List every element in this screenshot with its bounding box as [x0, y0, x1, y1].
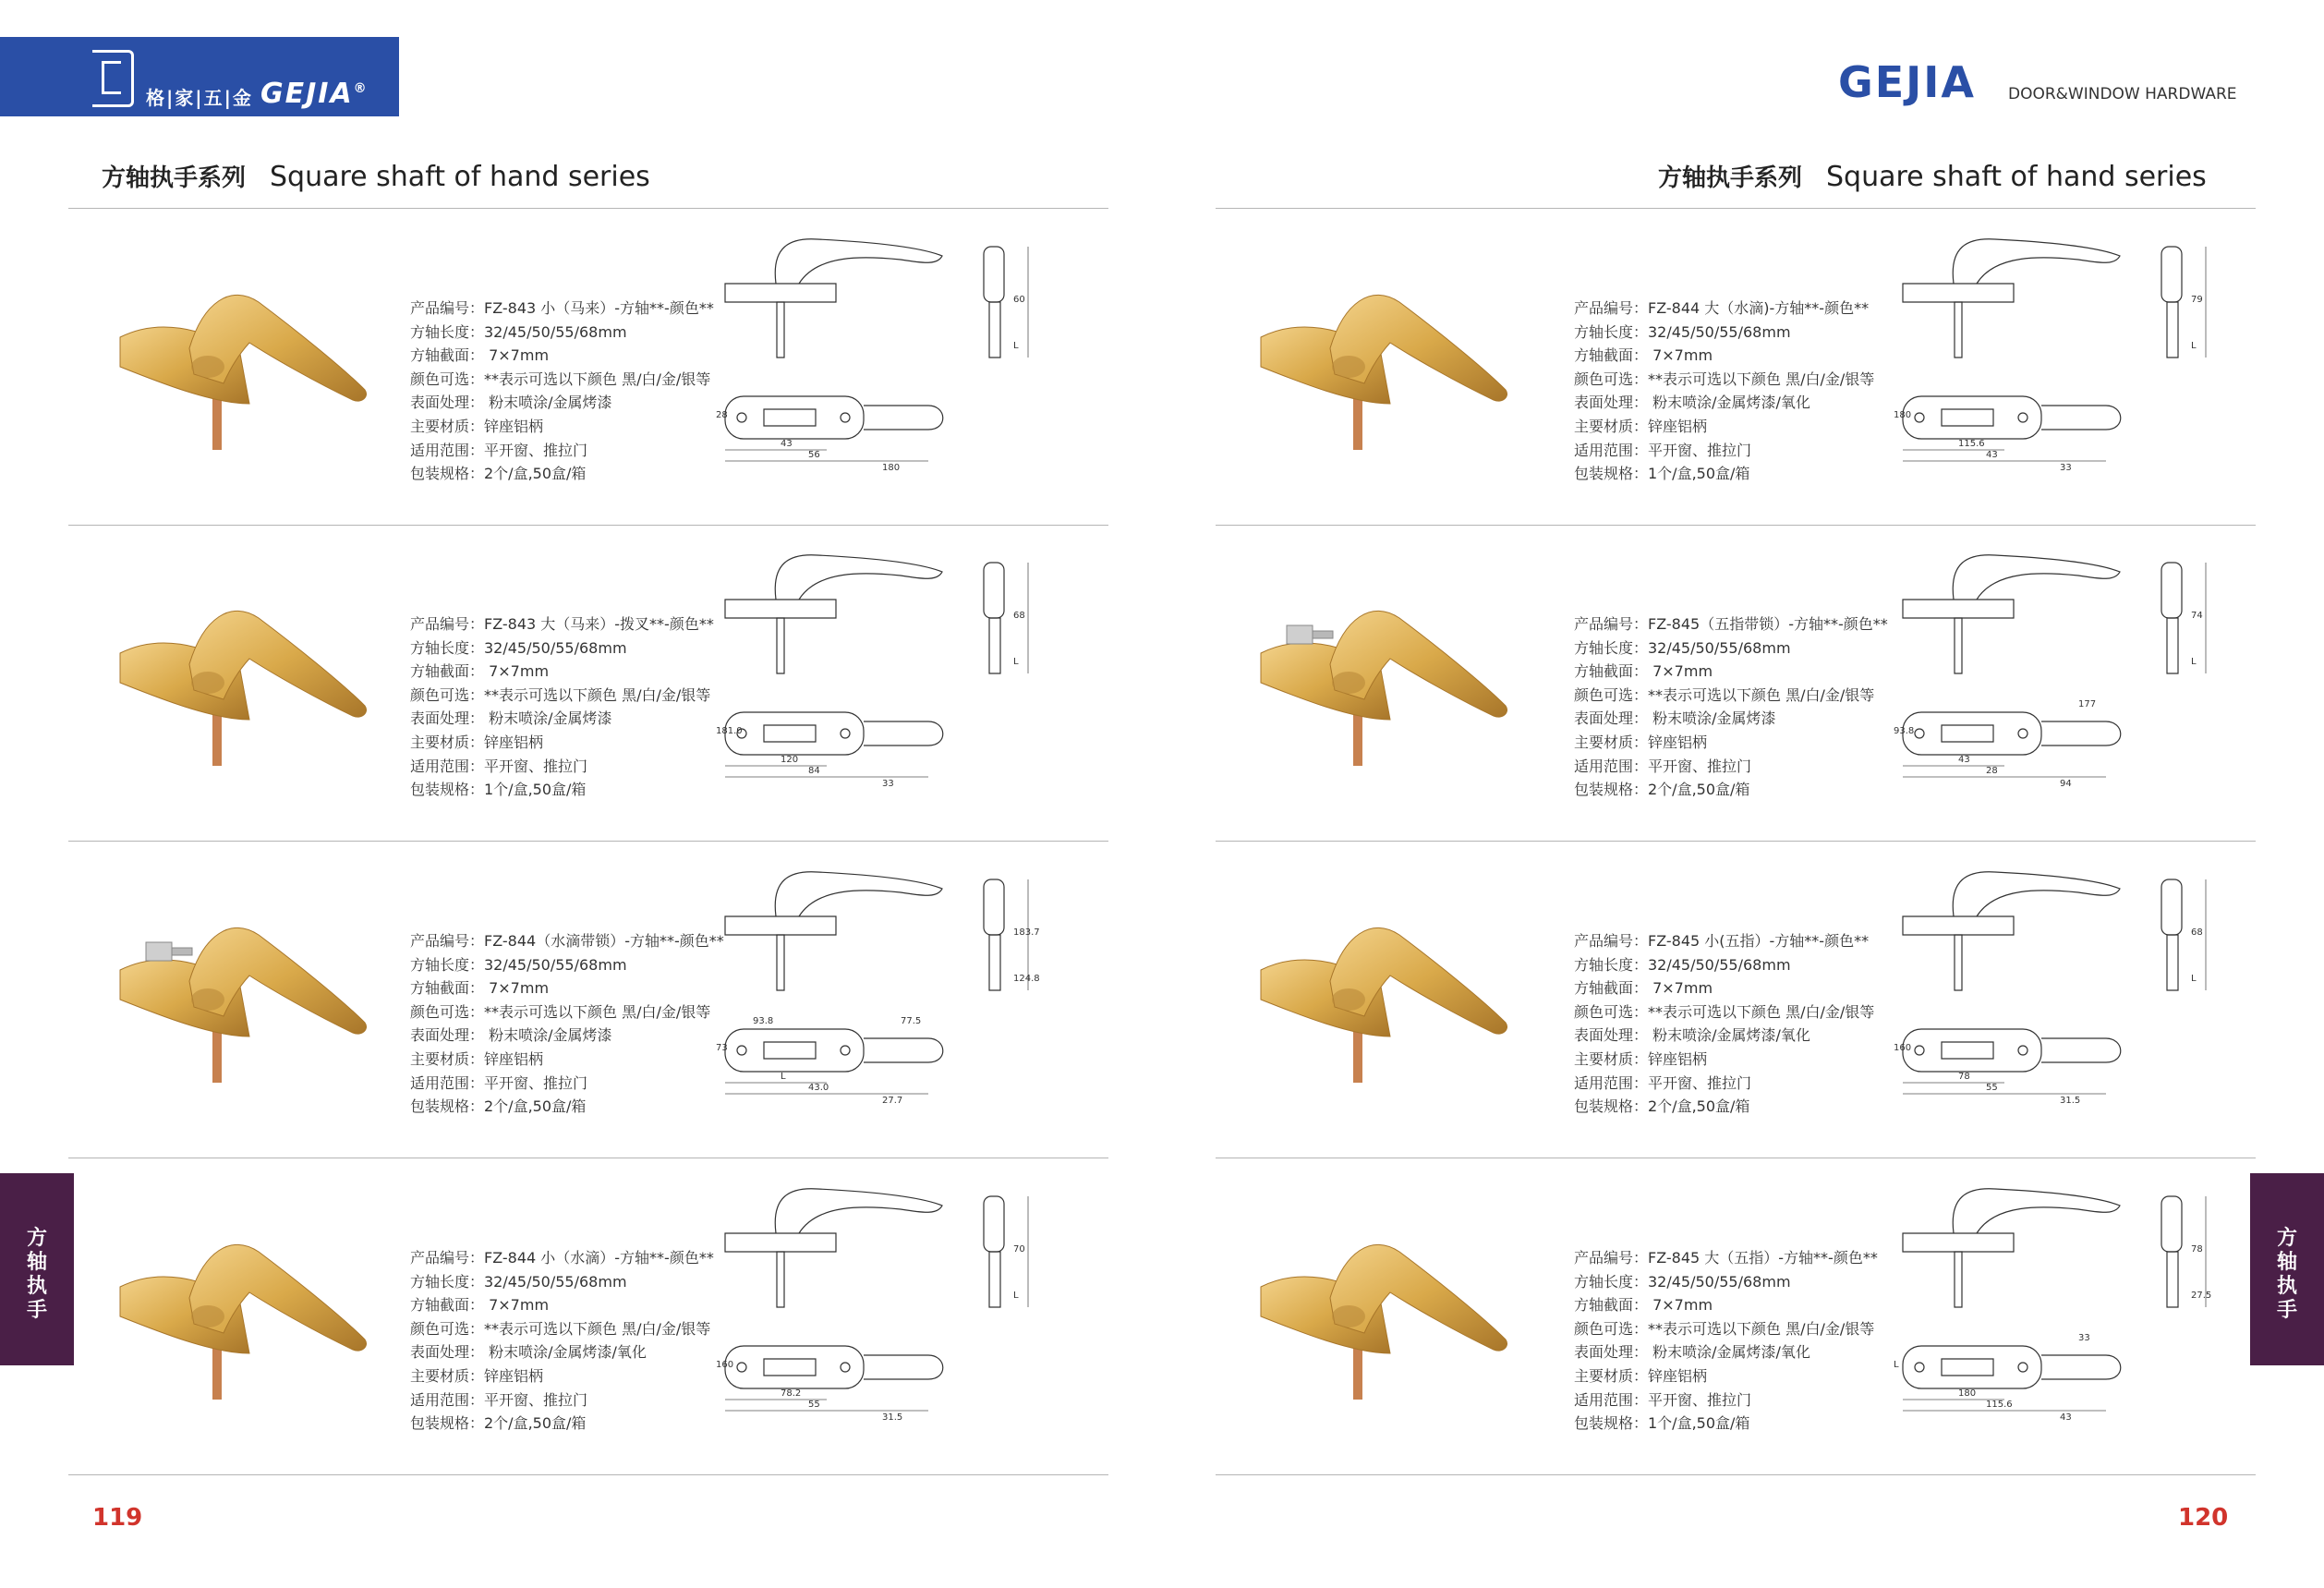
dimension-label: 124.8: [1013, 974, 1040, 984]
spec-line: 颜色可选：**表示可选以下颜色 黑/白/金/银等: [1574, 1319, 1875, 1338]
spec-line: 适用范围：平开窗、推拉门: [1574, 1073, 1752, 1092]
spec-line: 方轴截面： 7×7mm: [1574, 662, 1713, 681]
spec-line: 方轴长度：32/45/50/55/68mm: [410, 638, 627, 657]
dimension-label: L: [2191, 341, 2197, 351]
spec-line: 表面处理： 粉末喷涂/金属烤漆/氧化: [1574, 1343, 1810, 1362]
dimension-label: 73: [716, 1043, 728, 1053]
product-code: 产品编号：FZ-844 小（水滴）-方轴**-颜色**: [410, 1249, 714, 1267]
spec-line: 方轴截面： 7×7mm: [410, 979, 550, 998]
spec-line: 表面处理： 粉末喷涂/金属烤漆/氧化: [410, 1343, 647, 1362]
technical-drawing: [1894, 544, 2245, 821]
page-number-left: 119: [92, 1504, 143, 1532]
spec-line: 方轴长度：32/45/50/55/68mm: [410, 1272, 627, 1291]
product-spec: [410, 612, 714, 802]
product-code: 产品编号：FZ-845 大（五指）-方轴**-颜色**: [1574, 1249, 1878, 1267]
divider-rule: [1216, 841, 2256, 842]
dimension-label: 160: [1894, 1043, 1912, 1053]
technical-drawing: [1894, 228, 2245, 505]
dimension-label: 68: [2191, 927, 2203, 938]
technical-drawing: [716, 544, 1067, 821]
dimension-label: L: [1013, 657, 1019, 667]
spec-line: 主要材质：锌座铝柄: [410, 733, 544, 751]
spec-line: 适用范围：平开窗、推拉门: [410, 757, 588, 775]
product-code: 产品编号：FZ-844（水滴带锁）-方轴**-颜色**: [410, 932, 724, 950]
spec-line: 颜色可选：**表示可选以下颜色 黑/白/金/银等: [1574, 1002, 1875, 1021]
dimension-label: 180: [882, 463, 901, 473]
product-photo: [1242, 1215, 1519, 1418]
dimension-label: 115.6: [1958, 439, 1985, 449]
spec-line: 主要材质：锌座铝柄: [1574, 1366, 1708, 1385]
dimension-label: L: [781, 1072, 786, 1082]
dimension-label: 70: [1013, 1244, 1025, 1255]
dimension-label: L: [2191, 657, 2197, 667]
dimension-label: 93.8: [753, 1016, 774, 1026]
spec-line: 包装规格：2个/盒,50盒/箱: [410, 1414, 587, 1433]
technical-drawing: [716, 861, 1067, 1138]
dimension-label: 120: [781, 755, 799, 765]
spec-line: 主要材质：锌座铝柄: [1574, 733, 1708, 751]
product-code: 产品编号：FZ-845 小(五指）-方轴**-颜色**: [1574, 932, 1870, 950]
spec-line: 颜色可选：**表示可选以下颜色 黑/白/金/银等: [410, 1319, 711, 1338]
product-code: 产品编号：FZ-843 大（马来）-拨叉**-颜色**: [410, 615, 714, 633]
side-tab-label: 方轴执手: [26, 1227, 47, 1322]
series-title-right: 方轴执手系列 Square shaft of hand series: [1658, 161, 2207, 193]
spec-line: 适用范围：平开窗、推拉门: [410, 1390, 588, 1409]
divider-rule: [1216, 208, 2256, 209]
product-photo: [102, 1215, 379, 1418]
dimension-label: 31.5: [882, 1412, 903, 1423]
spec-line: 表面处理： 粉末喷涂/金属烤漆: [1574, 709, 1776, 728]
spec-line: 方轴截面： 7×7mm: [410, 662, 550, 681]
lock-key-icon: [146, 942, 192, 961]
dimension-label: 28: [1986, 766, 1998, 776]
dimension-label: 43: [2060, 1412, 2072, 1423]
spec-line: 表面处理： 粉末喷涂/金属烤漆: [410, 394, 612, 412]
spec-line: 表面处理： 粉末喷涂/金属烤漆/氧化: [1574, 1026, 1810, 1045]
dimension-label: 33: [882, 779, 894, 789]
spec-line: 方轴截面： 7×7mm: [1574, 1296, 1713, 1315]
dimension-label: 78: [1958, 1072, 1970, 1082]
dimension-label: 84: [808, 766, 820, 776]
spec-line: 适用范围：平开窗、推拉门: [1574, 1390, 1752, 1409]
dimension-label: 177: [2078, 699, 2097, 709]
product-photo: [1242, 898, 1519, 1101]
product-code: 产品编号：FZ-844 大（水滴)-方轴**-颜色**: [1574, 299, 1870, 317]
divider-rule: [1216, 525, 2256, 526]
dimension-label: 43.0: [808, 1083, 829, 1093]
product-spec: [410, 1246, 714, 1436]
spec-line: 颜色可选：**表示可选以下颜色 黑/白/金/银等: [410, 685, 711, 704]
spec-line: 方轴截面： 7×7mm: [1574, 346, 1713, 365]
spec-line: 方轴长度：32/45/50/55/68mm: [1574, 1272, 1791, 1291]
side-tab-label: 方轴执手: [2276, 1227, 2297, 1322]
spec-line: 主要材质：锌座铝柄: [1574, 1049, 1708, 1068]
dimension-label: 68: [1013, 611, 1025, 621]
spec-line: 适用范围：平开窗、推拉门: [410, 441, 588, 459]
spec-line: 主要材质：锌座铝柄: [1574, 417, 1708, 435]
dimension-label: 94: [2060, 779, 2072, 789]
dimension-label: 43: [1958, 755, 1970, 765]
divider-rule: [68, 1474, 1108, 1475]
product-code: 产品编号：FZ-845（五指带锁）-方轴**-颜色**: [1574, 615, 1888, 633]
product-spec: [1574, 1246, 1878, 1436]
dimension-label: L: [1013, 341, 1019, 351]
dimension-label: 115.6: [1986, 1400, 2013, 1410]
brand-logo-inner-icon: [102, 61, 121, 94]
series-title-left: 方轴执手系列 Square shaft of hand series: [102, 161, 650, 193]
technical-drawing: [716, 228, 1067, 505]
technical-drawing: [716, 1178, 1067, 1455]
product-photo: [1242, 581, 1519, 784]
product-spec: [410, 297, 714, 486]
spec-line: 方轴截面： 7×7mm: [410, 346, 550, 365]
dimension-label: L: [1013, 1291, 1019, 1301]
spec-line: 颜色可选：**表示可选以下颜色 黑/白/金/银等: [1574, 370, 1875, 388]
spec-line: 方轴长度：32/45/50/55/68mm: [1574, 638, 1791, 657]
brand-banner-left: [0, 37, 399, 116]
spec-line: 包装规格：1个/盒,50盒/箱: [410, 781, 587, 799]
divider-rule: [68, 525, 1108, 526]
spec-line: 表面处理： 粉末喷涂/金属烤漆/氧化: [1574, 394, 1810, 412]
spec-line: 方轴截面： 7×7mm: [410, 1296, 550, 1315]
product-photo: [1242, 265, 1519, 468]
spec-line: 方轴长度：32/45/50/55/68mm: [410, 322, 627, 341]
spec-line: 表面处理： 粉末喷涂/金属烤漆: [410, 709, 612, 728]
product-photo: [102, 898, 379, 1101]
side-tab-left: [0, 1173, 74, 1365]
product-spec: [1574, 612, 1888, 802]
product-code: 产品编号：FZ-843 小（马来）-方轴**-颜色**: [410, 299, 714, 317]
dimension-label: 33: [2060, 463, 2072, 473]
product-spec: [410, 929, 724, 1119]
spec-line: 主要材质：锌座铝柄: [410, 1366, 544, 1385]
spec-line: 适用范围：平开窗、推拉门: [410, 1073, 588, 1092]
spec-line: 包装规格：2个/盒,50盒/箱: [1574, 1097, 1750, 1116]
dimension-label: 33: [2078, 1333, 2090, 1343]
dimension-label: 181.0: [716, 726, 743, 736]
dimension-label: 28: [716, 410, 728, 420]
product-spec: [1574, 929, 1874, 1119]
spec-line: 包装规格：2个/盒,50盒/箱: [410, 465, 587, 483]
spec-line: 方轴长度：32/45/50/55/68mm: [410, 955, 627, 974]
dimension-label: 77.5: [901, 1016, 922, 1026]
spec-line: 主要材质：锌座铝柄: [410, 1049, 544, 1068]
spec-line: 颜色可选：**表示可选以下颜色 黑/白/金/银等: [410, 370, 711, 388]
spec-line: 包装规格：2个/盒,50盒/箱: [410, 1097, 587, 1116]
dimension-label: 79: [2191, 295, 2203, 305]
page-number-right: 120: [2178, 1504, 2229, 1532]
dimension-label: 78.2: [781, 1388, 802, 1399]
side-tab-right: [2250, 1173, 2324, 1365]
spec-line: 方轴长度：32/45/50/55/68mm: [1574, 322, 1791, 341]
dimension-label: 27.5: [2191, 1291, 2212, 1301]
dimension-label: 74: [2191, 611, 2203, 621]
spec-line: 主要材质：锌座铝柄: [410, 417, 544, 435]
product-photo: [102, 581, 379, 784]
dimension-label: 78: [2191, 1244, 2203, 1255]
product-photo: [102, 265, 379, 468]
dimension-label: 43: [1986, 450, 1998, 460]
dimension-label: L: [1894, 1360, 1899, 1370]
spec-line: 包装规格：1个/盒,50盒/箱: [1574, 1414, 1750, 1433]
spec-line: 表面处理： 粉末喷涂/金属烤漆: [410, 1026, 612, 1045]
brand-cn-name: 格|家|五|金: [146, 87, 253, 109]
dimension-label: L: [2191, 974, 2197, 984]
dimension-label: 160: [716, 1360, 734, 1370]
spec-line: 颜色可选：**表示可选以下颜色 黑/白/金/银等: [1574, 685, 1875, 704]
technical-drawing: [1894, 861, 2245, 1138]
dimension-label: 27.7: [882, 1096, 903, 1106]
dimension-label: 31.5: [2060, 1096, 2081, 1106]
dimension-label: 55: [1986, 1083, 1998, 1093]
dimension-label: 180: [1894, 410, 1912, 420]
dimension-label: 43: [781, 439, 793, 449]
spec-line: 颜色可选：**表示可选以下颜色 黑/白/金/银等: [410, 1002, 711, 1021]
brand-right-logo: GEJIA: [1838, 57, 1977, 107]
spec-line: 包装规格：1个/盒,50盒/箱: [1574, 465, 1750, 483]
dimension-label: 93.8: [1894, 726, 1915, 736]
technical-drawing: [1894, 1178, 2245, 1455]
dimension-label: 56: [808, 450, 820, 460]
spec-line: 适用范围：平开窗、推拉门: [1574, 441, 1752, 459]
dimension-label: 55: [808, 1400, 820, 1410]
spec-line: 包装规格：2个/盒,50盒/箱: [1574, 781, 1750, 799]
spec-line: 适用范围：平开窗、推拉门: [1574, 757, 1752, 775]
product-spec: [1574, 297, 1874, 486]
brand-en-name: GEJIA®: [260, 78, 369, 110]
dimension-label: 183.7: [1013, 927, 1040, 938]
dimension-label: 180: [1958, 1388, 1977, 1399]
divider-rule: [68, 841, 1108, 842]
brand-right-subtitle: DOOR&WINDOW HARDWARE: [2008, 85, 2237, 103]
dimension-label: 60: [1013, 295, 1025, 305]
divider-rule: [68, 208, 1108, 209]
divider-rule: [1216, 1474, 2256, 1475]
lock-key-icon: [1287, 625, 1333, 644]
spec-line: 方轴截面： 7×7mm: [1574, 979, 1713, 998]
brand-header-right: [1838, 57, 2245, 107]
spec-line: 方轴长度：32/45/50/55/68mm: [1574, 955, 1791, 974]
